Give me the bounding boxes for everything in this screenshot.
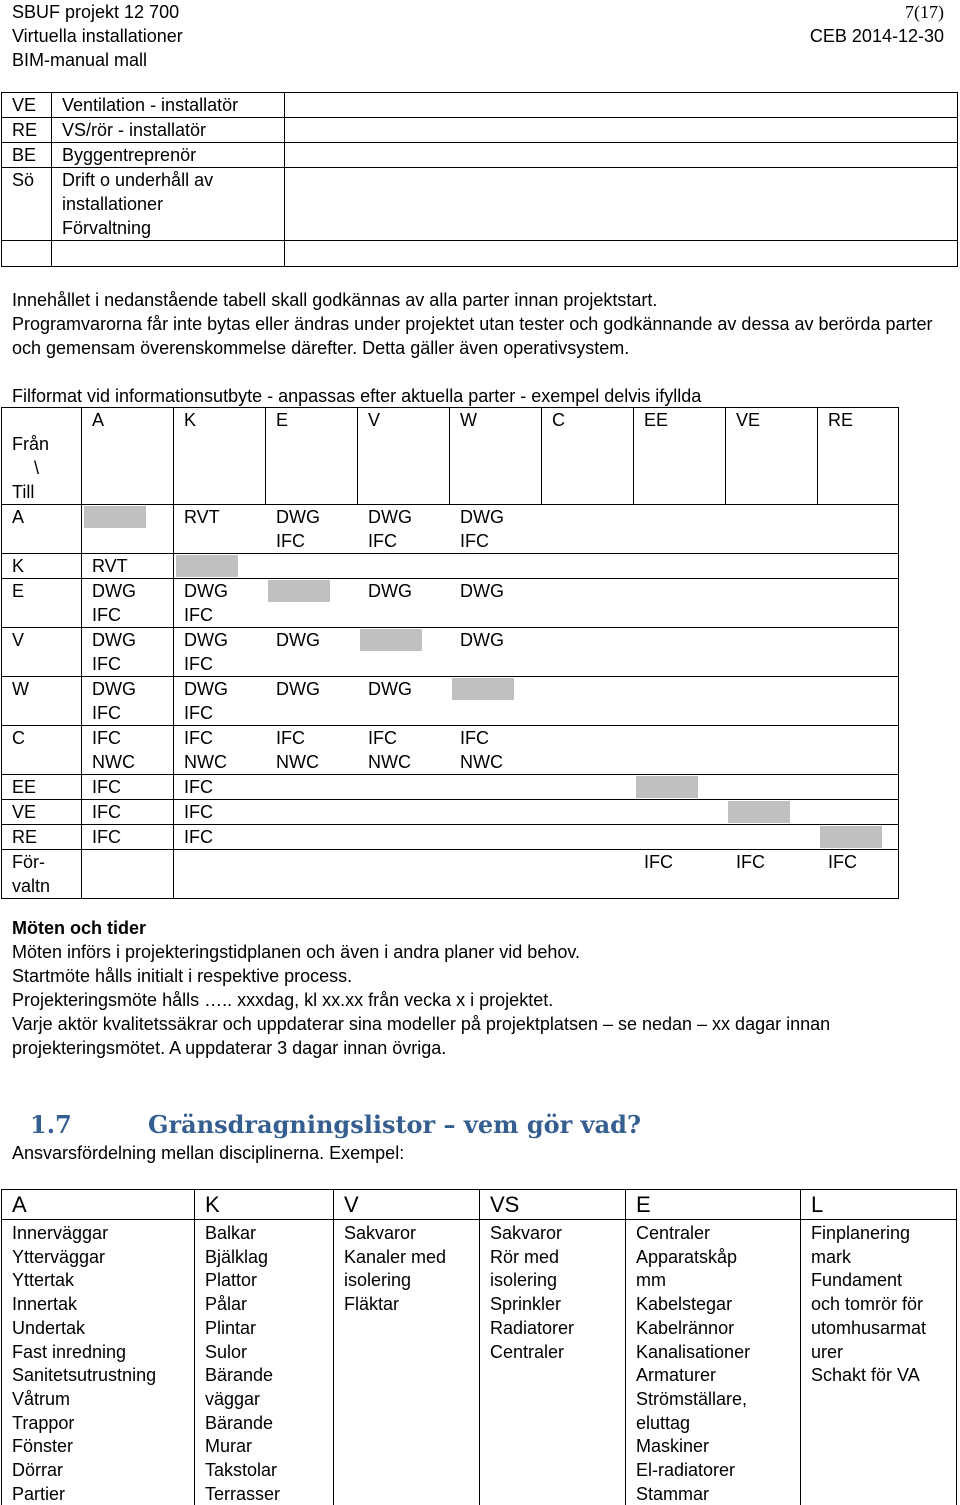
section-number: 1.7	[30, 1110, 72, 1139]
matrix-row-label: C	[2, 726, 82, 775]
matrix-cell	[634, 726, 726, 775]
page-header	[12, 0, 944, 72]
matrix-cell	[726, 726, 818, 775]
matrix-cell	[358, 825, 450, 850]
matrix-cell: IFC NWC	[358, 726, 450, 775]
section-intro-text: Ansvarsfördelning mellan disciplinerna. Exempel:	[12, 1143, 405, 1163]
matrix-cell: IFC	[82, 825, 174, 850]
matrix-cell	[726, 579, 818, 628]
matrix-cell: IFC	[82, 800, 174, 825]
matrix-column-header: E	[266, 408, 358, 505]
matrix-cell	[542, 554, 634, 579]
discipline-items: Sakvaror Rör med isolering Sprinkler Radiatorer Centraler	[480, 1220, 626, 1505]
matrix-cell	[542, 825, 634, 850]
discipline-header: L	[801, 1190, 957, 1220]
document-subtitle: Virtuella installationer	[12, 26, 183, 46]
matrix-cell	[818, 579, 899, 628]
responsibility-items-row	[2, 1220, 957, 1505]
matrix-cell	[358, 775, 450, 800]
discipline-header: V	[334, 1190, 480, 1220]
matrix-cell	[450, 850, 542, 899]
matrix-cell: IFC	[174, 825, 266, 850]
role-code: BE	[2, 143, 52, 168]
matrix-column-header: V	[358, 408, 450, 505]
matrix-cell	[634, 628, 726, 677]
matrix-cell	[542, 800, 634, 825]
matrix-cell: DWG	[450, 579, 542, 628]
role-code: VE	[2, 93, 52, 118]
meetings-section	[12, 916, 952, 1060]
roles-row	[2, 118, 958, 143]
matrix-cell: IFC	[174, 800, 266, 825]
roles-row-empty	[2, 241, 958, 267]
intro-paragraph: Innehållet i nedanstående tabell skall godkännas av alla parter innan projektstart.	[12, 290, 658, 310]
matrix-cell: DWG	[266, 628, 358, 677]
matrix-cell	[726, 800, 818, 825]
matrix-row-label: A	[2, 505, 82, 554]
matrix-cell	[726, 677, 818, 726]
matrix-cell	[818, 726, 899, 775]
matrix-cell	[82, 505, 174, 554]
matrix-cell	[818, 825, 899, 850]
matrix-cell	[818, 677, 899, 726]
matrix-cell	[542, 579, 634, 628]
matrix-cell: DWG IFC	[450, 505, 542, 554]
matrix-row	[2, 505, 899, 554]
matrix-cell	[542, 850, 634, 899]
discipline-header: E	[626, 1190, 801, 1220]
matrix-cell: IFC	[82, 775, 174, 800]
matrix-cell: IFC	[818, 850, 899, 899]
matrix-cell	[634, 579, 726, 628]
matrix-cell	[450, 554, 542, 579]
file-format-caption-text: Filformat vid informationsutbyte - anpassas efter aktuella parter - exempel delvis ifyllda	[12, 386, 702, 406]
matrix-row	[2, 579, 899, 628]
matrix-row-label: För- valtn	[2, 850, 82, 899]
discipline-items: Innerväggar Ytterväggar Yttertak Innertak Undertak Fast inredning Sanitetsutrustning Våtrum Trappor Fönster Dörrar Partier	[2, 1220, 195, 1505]
matrix-corner-line: Från	[12, 434, 50, 454]
matrix-row-label: E	[2, 579, 82, 628]
role-name: Ventilation - installatör	[52, 93, 285, 118]
matrix-cell	[542, 726, 634, 775]
matrix-cell	[358, 800, 450, 825]
matrix-cell	[818, 505, 899, 554]
meetings-line: Startmöte hålls initialt i respektive process.	[12, 966, 353, 986]
matrix-cell	[358, 554, 450, 579]
matrix-cell: DWG	[358, 677, 450, 726]
matrix-column-header: K	[174, 408, 266, 505]
section-title: Gränsdragningslistor – vem gör vad?	[148, 1110, 642, 1139]
matrix-cell	[818, 800, 899, 825]
diagonal-shaded-cell	[176, 555, 238, 577]
matrix-cell	[358, 628, 450, 677]
matrix-cell: DWG IFC	[266, 505, 358, 554]
matrix-row-label: W	[2, 677, 82, 726]
matrix-cell: DWG	[358, 579, 450, 628]
matrix-cell: IFC NWC	[450, 726, 542, 775]
discipline-items: Finplanering mark Fundament och tomrör för utomhusarmat urer Schakt för VA	[801, 1220, 957, 1505]
discipline-items: Sakvaror Kanaler med isolering Fläktar	[334, 1220, 480, 1505]
diagonal-shaded-cell	[636, 776, 698, 798]
meetings-heading: Möten och tider	[12, 918, 146, 938]
meetings-line: Möten införs i projekteringstidplanen och även i andra planer vid behov.	[12, 942, 581, 962]
role-code: Sö	[2, 168, 52, 241]
matrix-row	[2, 775, 899, 800]
matrix-column-header: W	[450, 408, 542, 505]
matrix-cell	[726, 825, 818, 850]
intro-text	[12, 288, 952, 360]
matrix-column-header: RE	[818, 408, 899, 505]
file-format-caption	[12, 384, 952, 408]
matrix-column-header: EE	[634, 408, 726, 505]
roles-row	[2, 93, 958, 118]
matrix-cell: IFC NWC	[266, 726, 358, 775]
matrix-cell	[634, 505, 726, 554]
responsibility-table	[1, 1189, 957, 1505]
matrix-row-label: RE	[2, 825, 82, 850]
matrix-row	[2, 554, 899, 579]
matrix-cell	[266, 579, 358, 628]
matrix-cell	[818, 628, 899, 677]
discipline-header: A	[2, 1190, 195, 1220]
matrix-corner-line: Till	[12, 482, 35, 502]
matrix-cell	[634, 677, 726, 726]
meetings-line: Varje aktör kvalitetssäkrar och uppdaterar sina modeller på projektplatsen – se nedan – xx dagar innan projekteringsmötet. A uppdaterar 3 dagar innan övriga.	[12, 1014, 831, 1058]
matrix-row	[2, 677, 899, 726]
section-intro	[12, 1141, 952, 1165]
matrix-cell: DWG IFC	[358, 505, 450, 554]
matrix-cell	[542, 775, 634, 800]
discipline-header: K	[195, 1190, 334, 1220]
matrix-cell: IFC NWC	[174, 726, 266, 775]
matrix-cell: DWG IFC	[82, 677, 174, 726]
matrix-cell: RVT	[82, 554, 174, 579]
matrix-cell: IFC NWC	[82, 726, 174, 775]
role-code: RE	[2, 118, 52, 143]
role-name: VS/rör - installatör	[52, 118, 285, 143]
matrix-cell	[266, 850, 358, 899]
matrix-cell	[726, 554, 818, 579]
role-name: Drift o underhåll av installationer Förvaltning	[52, 168, 285, 241]
section-heading	[30, 1107, 641, 1143]
intro-paragraph: Programvarorna får inte bytas eller ändras under projektet utan tester och godkännande av dessa av berörda parter och gemensam överenskommelse därefter. Detta gäller även operativsystem.	[12, 314, 933, 358]
matrix-cell	[450, 825, 542, 850]
matrix-corner-line: \	[34, 458, 40, 478]
matrix-cell	[174, 554, 266, 579]
matrix-cell	[818, 775, 899, 800]
matrix-cell	[266, 554, 358, 579]
matrix-cell: IFC	[726, 850, 818, 899]
matrix-cell: DWG IFC	[174, 579, 266, 628]
matrix-cell	[542, 677, 634, 726]
matrix-cell	[174, 850, 266, 899]
matrix-cell	[450, 800, 542, 825]
diagonal-shaded-cell	[268, 580, 330, 602]
matrix-row-label: K	[2, 554, 82, 579]
matrix-cell	[634, 800, 726, 825]
matrix-corner-label	[2, 408, 82, 505]
matrix-cell: DWG IFC	[174, 628, 266, 677]
matrix-cell: RVT	[174, 505, 266, 554]
manual-name: BIM-manual mall	[12, 50, 148, 70]
file-format-matrix	[1, 407, 899, 899]
matrix-cell	[818, 554, 899, 579]
page-number: 7(17)	[905, 2, 944, 22]
matrix-cell: DWG IFC	[174, 677, 266, 726]
author-date: CEB 2014-12-30	[809, 26, 944, 46]
matrix-cell: DWG	[450, 628, 542, 677]
matrix-cell	[82, 850, 174, 899]
matrix-row	[2, 628, 899, 677]
matrix-cell	[358, 850, 450, 899]
discipline-items: Balkar Bjälklag Plattor Pålar Plintar Sulor Bärande väggar Bärande Murar Takstolar Terrasser	[195, 1220, 334, 1505]
matrix-row	[2, 825, 899, 850]
matrix-cell: DWG IFC	[82, 579, 174, 628]
matrix-cell	[726, 505, 818, 554]
matrix-cell	[266, 775, 358, 800]
matrix-column-header: VE	[726, 408, 818, 505]
meetings-line: Projekteringsmöte hålls ….. xxxdag, kl xx.xx från vecka x i projektet.	[12, 990, 554, 1010]
roles-table	[1, 92, 958, 267]
diagonal-shaded-cell	[728, 801, 790, 823]
discipline-items: Centraler Apparatskåp mm Kabelstegar Kabelrännor Kanalisationer Armaturer Strömställare, eluttag Maskiner El-radiatorer Stammar	[626, 1220, 801, 1505]
matrix-row	[2, 800, 899, 825]
matrix-cell	[634, 554, 726, 579]
discipline-header: VS	[480, 1190, 626, 1220]
matrix-cell	[726, 775, 818, 800]
matrix-cell	[634, 825, 726, 850]
diagonal-shaded-cell	[820, 826, 882, 848]
matrix-column-header: C	[542, 408, 634, 505]
matrix-header-row	[2, 408, 899, 505]
matrix-cell: IFC	[634, 850, 726, 899]
project-name: SBUF projekt 12 700	[12, 2, 180, 22]
matrix-cell	[634, 775, 726, 800]
matrix-cell: DWG IFC	[82, 628, 174, 677]
matrix-cell: DWG	[266, 677, 358, 726]
responsibility-header-row	[2, 1190, 957, 1220]
matrix-cell	[542, 628, 634, 677]
matrix-cell	[542, 505, 634, 554]
diagonal-shaded-cell	[452, 678, 514, 700]
matrix-row-label: V	[2, 628, 82, 677]
matrix-row	[2, 850, 899, 899]
matrix-row-label: EE	[2, 775, 82, 800]
diagonal-shaded-cell	[84, 506, 146, 528]
role-name: Byggentreprenör	[52, 143, 285, 168]
matrix-cell: IFC	[174, 775, 266, 800]
diagonal-shaded-cell	[360, 629, 422, 651]
matrix-cell	[266, 800, 358, 825]
matrix-cell	[450, 775, 542, 800]
matrix-cell	[450, 677, 542, 726]
matrix-row-label: VE	[2, 800, 82, 825]
matrix-cell	[266, 825, 358, 850]
matrix-column-header: A	[82, 408, 174, 505]
roles-row	[2, 143, 958, 168]
matrix-row	[2, 726, 899, 775]
matrix-cell	[726, 628, 818, 677]
